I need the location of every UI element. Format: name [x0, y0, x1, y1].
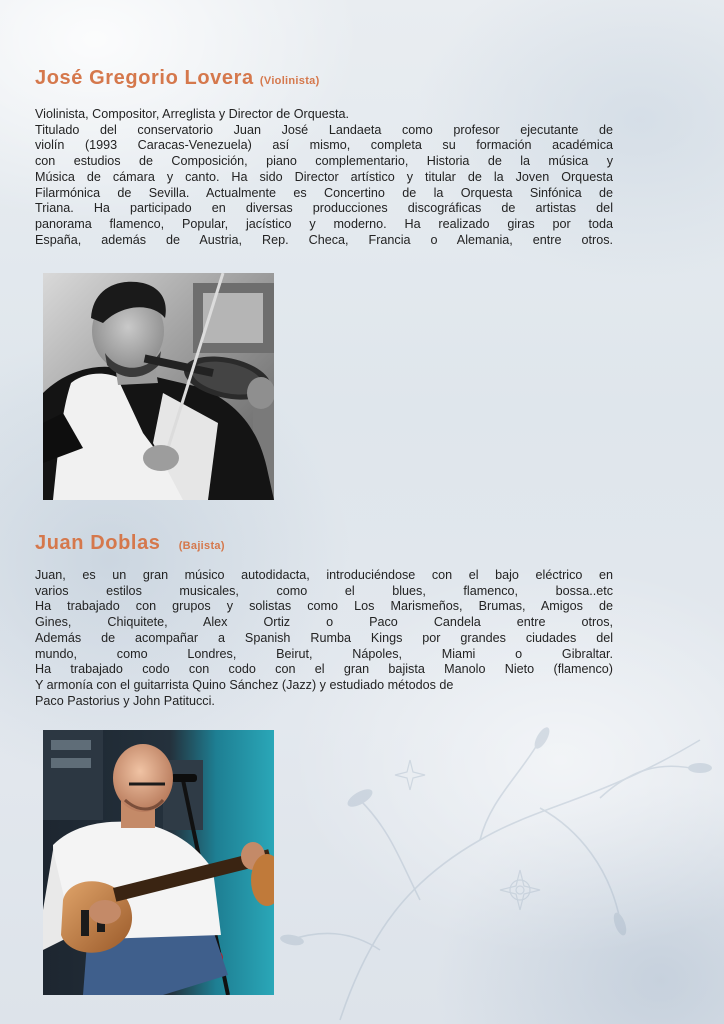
bio-line: violín (1993 Caracas-Venezuela) así mismo, completa su formación académica: [35, 138, 613, 153]
musician-role: (Violinista): [259, 75, 320, 87]
bio-line: varios estilos musicales, como el blues, flamenco, bossa..etc: [35, 583, 613, 598]
bio-line: Música de cámara y canto. Ha sido Director artístico y titular de la Joven Orquesta: [35, 169, 613, 184]
musician-section-lovera: [35, 66, 613, 248]
bio-line: Ha trabajado con grupos y solistas como Los Marismeños, Brumas, Amigos de: [35, 599, 613, 614]
musician-name: Juan Doblas: [35, 532, 161, 554]
bio-line: Ha trabajado codo con codo con el gran bajista Manolo Nieto (flamenco): [35, 662, 613, 677]
bio-line: Paco Pastorius y John Patitucci.: [35, 693, 215, 708]
musician-heading: [35, 531, 613, 558]
bio-line: Y armonía con el guitarrista Quino Sánchez (Jazz) y estudiado métodos de: [35, 677, 454, 692]
bio-line: mundo, como Londres, Beirut, Nápoles, Miami o Gibraltar.: [35, 646, 613, 661]
bio-line: Violinista, Compositor, Arreglista y Director de Orquesta.: [35, 107, 350, 121]
bassist-photo: [43, 730, 274, 995]
bio-line: Además de acompañar a Spanish Rumba Kings por grandes ciudades del: [35, 630, 613, 645]
musician-bio: [35, 568, 613, 709]
bio-line: con estudios de Composición, piano complementario, Historia de la música y: [35, 154, 613, 169]
musician-role: (Bajista): [178, 540, 225, 552]
violinist-photo: [43, 273, 274, 500]
bio-line: Juan, es un gran músico autodidacta, introduciéndose con el bajo eléctrico en: [35, 568, 613, 582]
musician-section-doblas: [35, 531, 613, 709]
bio-line: Gines, Chiquitete, Alex Ortiz o Paco Candela entre otros,: [35, 615, 613, 630]
bio-line: Titulado del conservatorio Juan José Landaeta como profesor ejecutante de: [35, 122, 613, 137]
bio-line: España, además de Austria, Rep. Checa, Francia o Alemania, entre otros.: [35, 232, 613, 247]
musician-name: José Gregorio Lovera: [35, 67, 254, 89]
floral-watermark: [280, 680, 724, 1024]
musician-bio: [35, 107, 613, 248]
bio-line: Filarmónica de Sevilla. Actualmente es Concertino de la Orquesta Sinfónica de: [35, 185, 613, 200]
bio-line: panorama flamenco, Popular, jacístico y moderno. Ha realizado giras por toda: [35, 216, 613, 231]
bio-line: Triana. Ha participado en diversas producciones discográficas de artistas del: [35, 201, 613, 216]
musician-heading: [35, 66, 613, 93]
